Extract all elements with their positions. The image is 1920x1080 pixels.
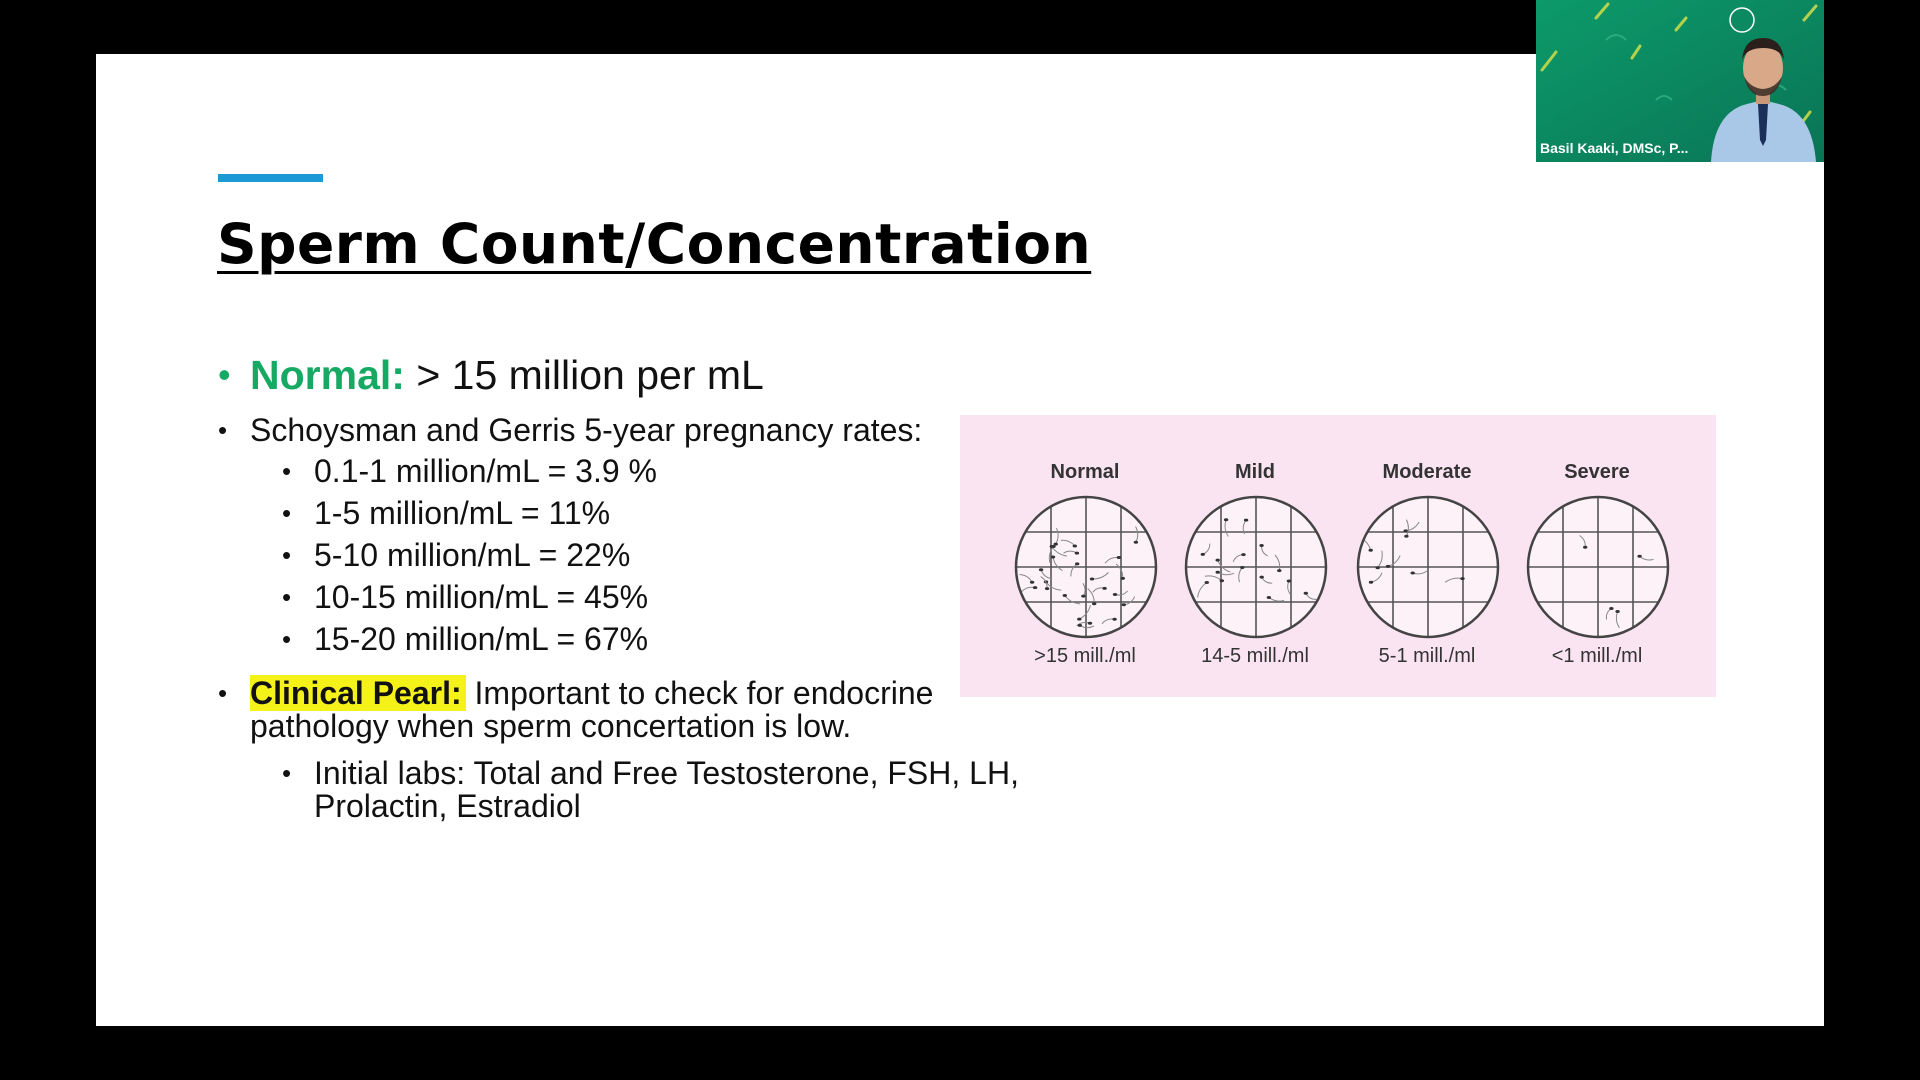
sperm-head [1240, 566, 1244, 569]
sperm-head [1078, 624, 1082, 627]
rate-text: 15-20 million/mL = 67% [314, 621, 649, 657]
sperm-head [1460, 577, 1464, 580]
rate-item [282, 579, 1058, 615]
sperm-head [1609, 607, 1613, 610]
sperm-head [1205, 581, 1209, 584]
normal-value: > 15 million per mL [404, 352, 764, 398]
normal-label: Normal: [250, 352, 405, 398]
webcam-participant-name: Basil Kaaki, DMSc, P... [1540, 140, 1689, 156]
sperm-grid-circle-mild [1182, 493, 1330, 641]
sperm-head [1583, 546, 1587, 549]
sperm-head [1073, 545, 1077, 548]
panel-label: Severe [1564, 461, 1630, 483]
sperm-head [1277, 569, 1281, 572]
normal-bullet [218, 352, 1058, 398]
sperm-concentration-figure [960, 415, 1716, 697]
sperm-head [1051, 556, 1055, 559]
sperm-head [1033, 586, 1037, 589]
rate-text: 10-15 million/mL = 45% [314, 579, 649, 615]
sperm-head [1411, 572, 1415, 575]
rate-text: 5-10 million/mL = 22% [314, 537, 631, 573]
sperm-head [1088, 622, 1092, 625]
sperm-head [1241, 553, 1245, 556]
webcam-thumbnail[interactable] [1536, 0, 1824, 162]
study-bullet [218, 414, 1058, 447]
rate-item [282, 621, 1058, 657]
sperm-head [1054, 543, 1058, 546]
rate-item [282, 537, 1058, 573]
panel-range: >15 mill./ml [1034, 645, 1136, 667]
clinical-pearl-bullet [218, 677, 1058, 743]
rate-list [218, 453, 1058, 657]
bullet-dot: • [282, 758, 292, 788]
bullet-dot: • [282, 540, 292, 570]
webcam-video-frame [1536, 0, 1824, 162]
panel-range: <1 mill./ml [1551, 645, 1643, 667]
sperm-head [1092, 602, 1096, 605]
sperm-head [1045, 587, 1049, 590]
panel-range: 14-5 mill./ml [1201, 645, 1309, 667]
panel-moderate [1342, 415, 1512, 697]
study-text: Schoysman and Gerris 5-year pregnancy rates: [250, 412, 923, 448]
panel-range: 5-1 mill./ml [1378, 645, 1476, 667]
sperm-head [1117, 556, 1121, 559]
sperm-head [1376, 566, 1380, 569]
bullet-dot: • [282, 582, 292, 612]
clinical-pearl-label: Clinical Pearl: [250, 675, 466, 711]
sperm-head [1369, 549, 1373, 552]
panel-normal [1000, 415, 1170, 697]
sperm-head [1030, 581, 1034, 584]
bullet-dot: • [282, 624, 292, 654]
sperm-head [1615, 610, 1619, 613]
sperm-head [1102, 587, 1106, 590]
bullet-dot: • [218, 678, 228, 708]
clinical-pearl-text: Important to check for endocrine pathology when sperm concertation is low. [250, 675, 934, 744]
sperm-head [1220, 579, 1224, 582]
panel-mild [1170, 415, 1340, 697]
sperm-head [1369, 581, 1373, 584]
rate-item [282, 453, 1058, 489]
presentation-slide [96, 54, 1824, 1026]
sperm-head [1122, 603, 1126, 606]
sperm-head [1287, 580, 1291, 583]
sperm-head [1112, 618, 1116, 621]
panel-label: Normal [1050, 461, 1120, 483]
sperm-head [1201, 553, 1205, 556]
sperm-grid-circle-moderate [1354, 493, 1502, 641]
sperm-head [1244, 519, 1248, 522]
slide-content [218, 352, 1058, 823]
sperm-head [1121, 577, 1125, 580]
sperm-head [1260, 576, 1264, 579]
sperm-head [1063, 594, 1067, 597]
sperm-head [1081, 595, 1085, 598]
sperm-head [1090, 578, 1094, 581]
sperm-head [1224, 518, 1228, 521]
sperm-head [1077, 618, 1081, 621]
panel-label: Mild [1235, 461, 1275, 483]
panel-label: Moderate [1382, 461, 1472, 483]
panel-severe [1512, 415, 1682, 697]
initial-labs-bullet [282, 757, 1058, 823]
sperm-head [1075, 562, 1079, 565]
sperm-head [1216, 571, 1220, 574]
sperm-head [1134, 541, 1138, 544]
sperm-head [1404, 535, 1408, 538]
sperm-head [1113, 593, 1117, 596]
bullet-dot: • [282, 456, 292, 486]
sperm-head [1216, 559, 1220, 562]
sperm-grid-circle-severe [1524, 493, 1672, 641]
bullet-dot: • [282, 498, 292, 528]
slide-title: Sperm Count/Concentration [217, 212, 1092, 276]
bullet-dot: • [218, 354, 231, 395]
sperm-head [1386, 565, 1390, 568]
rate-item [282, 495, 1058, 531]
sperm-head [1259, 544, 1263, 547]
bullet-dot: • [218, 415, 228, 445]
initial-labs-text: Initial labs: Total and Free Testosterone, FSH, LH, Prolactin, Estradiol [314, 755, 1019, 824]
sperm-head [1304, 592, 1308, 595]
rate-text: 1-5 million/mL = 11% [314, 495, 611, 531]
sperm-head [1039, 568, 1043, 571]
sperm-head [1404, 529, 1408, 532]
sperm-head [1637, 555, 1641, 558]
sperm-head [1267, 596, 1271, 599]
title-accent-bar [218, 174, 323, 182]
sperm-head [1075, 552, 1079, 555]
rate-text: 0.1-1 million/mL = 3.9 % [314, 453, 657, 489]
sperm-head [1050, 545, 1054, 548]
sperm-grid-circle-normal [1012, 493, 1160, 641]
